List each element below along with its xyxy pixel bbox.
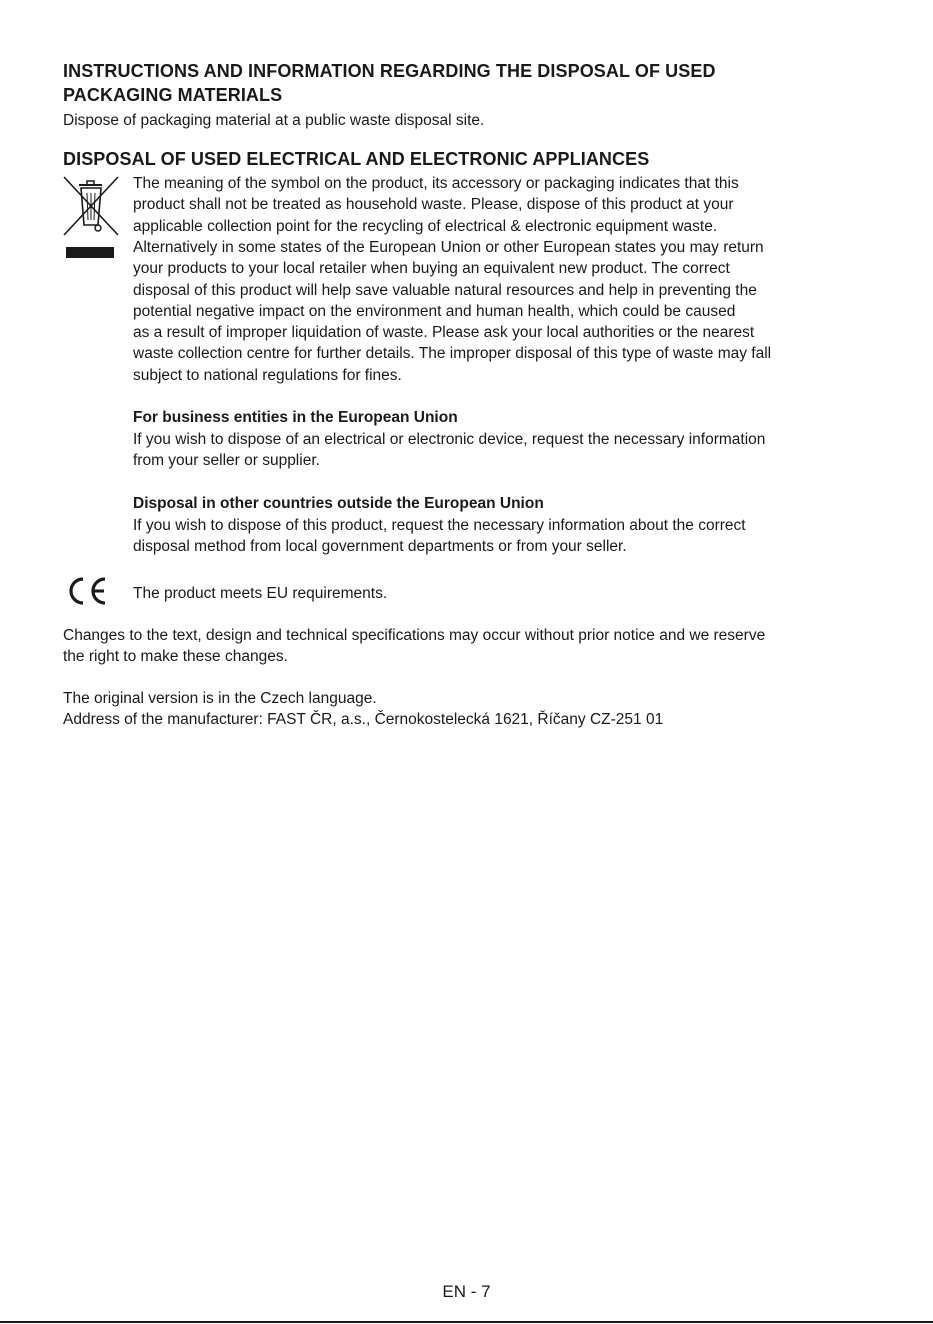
crossed-out-wheelie-bin-icon	[62, 173, 120, 263]
changes-text-line: Changes to the text, design and technical specifications may occur without prior notice and we reserve	[63, 627, 766, 644]
original-language-text: The original version is in the Czech language.	[63, 690, 377, 707]
business-eu-text-line: If you wish to dispose of an electrical or electronic device, request the necessary information	[133, 431, 766, 448]
weee-heading: DISPOSAL OF USED ELECTRICAL AND ELECTRONIC APPLIANCES	[63, 149, 650, 169]
page-number: EN - 7	[442, 1282, 491, 1301]
packaging-heading-line-1: INSTRUCTIONS AND INFORMATION REGARDING THE DISPOSAL OF USED	[63, 61, 716, 81]
business-eu-heading: For business entities in the European Union	[133, 409, 458, 426]
weee-text-line: your products to your local retailer when buying an equivalent new product. The correct	[133, 260, 730, 278]
weee-text-line: waste collection centre for further details. The improper disposal of this type of waste may fall	[133, 345, 772, 363]
changes-text-line: the right to make these changes.	[63, 648, 288, 666]
weee-text-line: The meaning of the symbol on the product, its accessory or packaging indicates that this	[133, 175, 739, 192]
bottom-divider	[0, 1321, 933, 1323]
weee-text-line: potential negative impact on the environment and human health, which could be caused	[133, 302, 736, 320]
weee-text-line: subject to national regulations for fines.	[133, 366, 402, 384]
business-eu-text-line: from your seller or supplier.	[133, 452, 320, 470]
packaging-text: Dispose of packaging material at a public waste disposal site.	[63, 112, 485, 129]
weee-text-line: product shall not be treated as household waste. Please, dispose of this product at your	[133, 196, 734, 214]
outside-eu-heading: Disposal in other countries outside the European Union	[133, 495, 544, 512]
weee-text-line: applicable collection point for the recycling of electrical & electronic equipment waste.	[133, 217, 718, 235]
ce-text: The product meets EU requirements.	[133, 585, 388, 602]
weee-text-line: as a result of improper liquidation of waste. Please ask your local authorities or the nearest	[133, 324, 755, 342]
weee-text-line: Alternatively in some states of the European Union or other European states you may return	[133, 238, 764, 256]
outside-eu-text-line: If you wish to dispose of this product, request the necessary information about the correct	[133, 516, 746, 534]
weee-text-line: disposal of this product will help save valuable natural resources and help in preventing the	[133, 281, 757, 299]
manufacturer-address-text: Address of the manufacturer: FAST ČR, a.s., Černokostelecká 1621, Říčany CZ-251 01	[63, 711, 664, 729]
packaging-heading-line-2: PACKAGING MATERIALS	[63, 85, 283, 105]
outside-eu-text-line: disposal method from local government departments or from your seller.	[133, 537, 627, 555]
ce-mark-icon	[64, 575, 108, 607]
